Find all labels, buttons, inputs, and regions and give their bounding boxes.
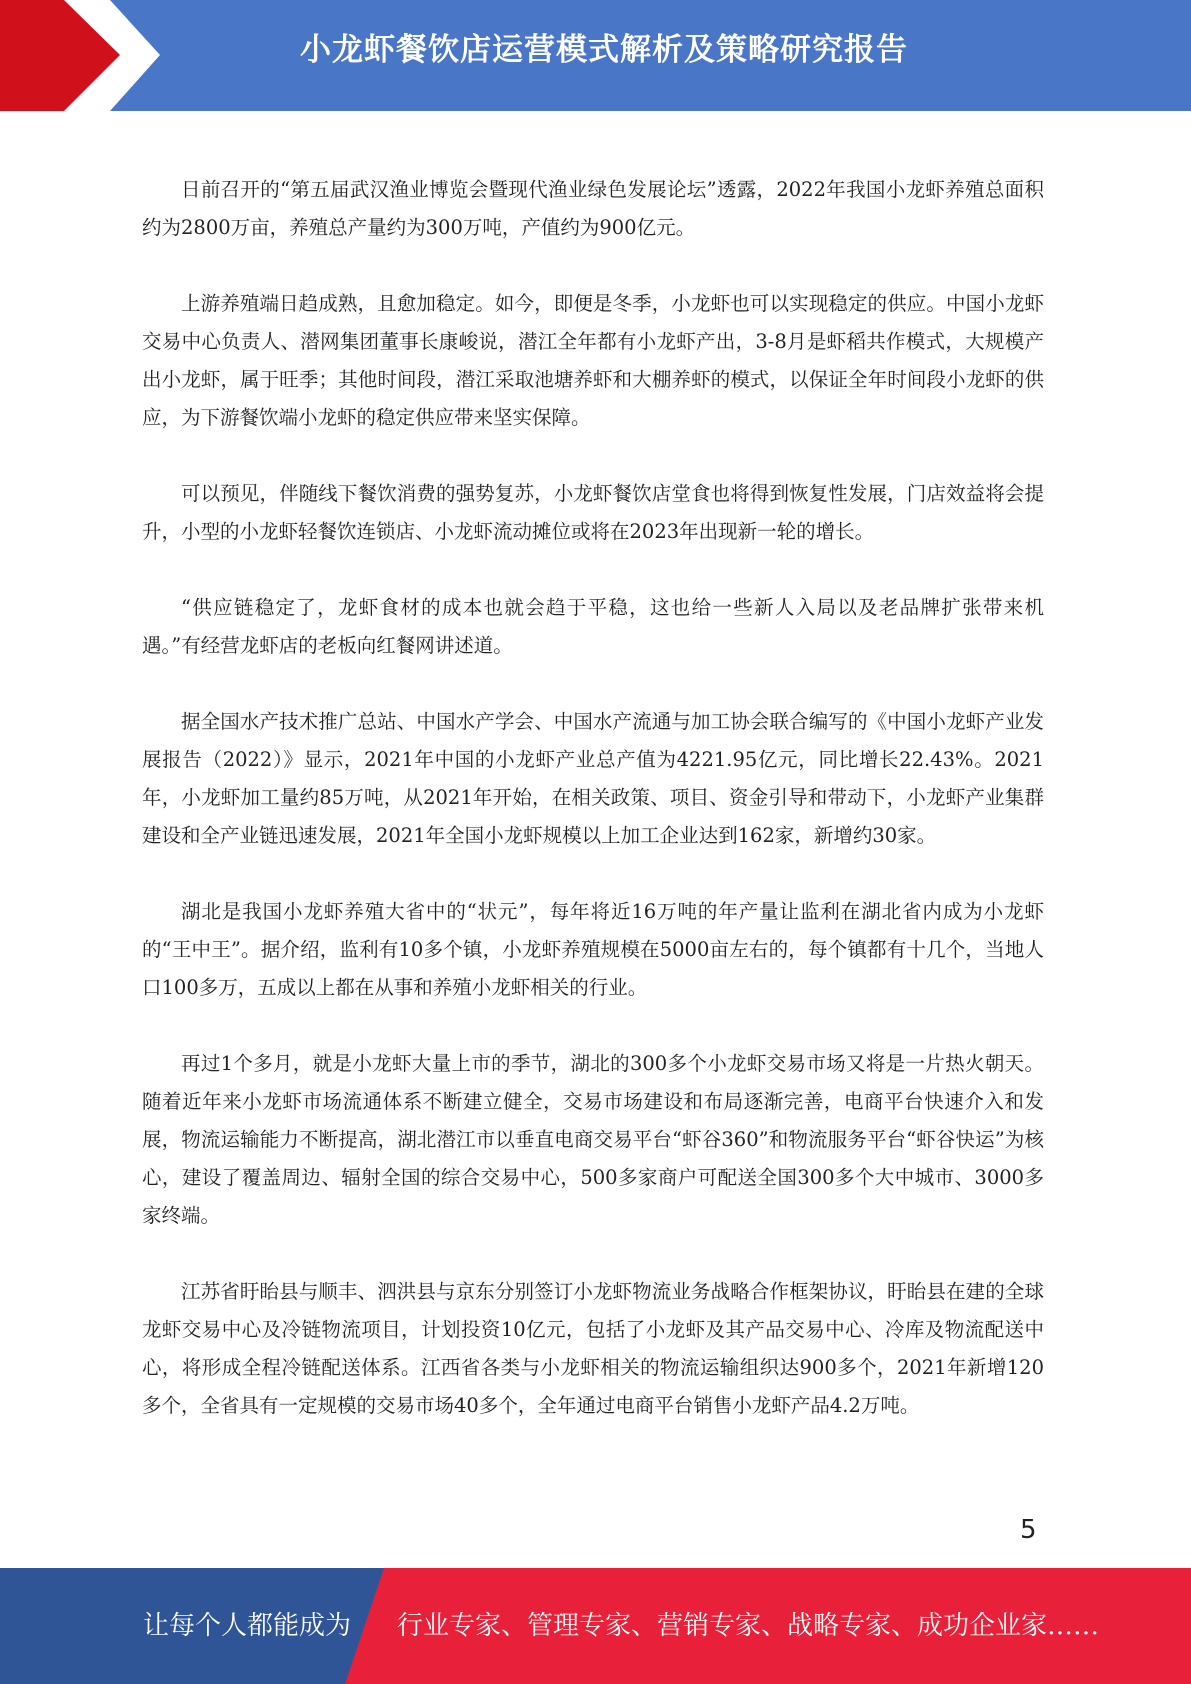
chevron-arrow-icon xyxy=(0,0,160,111)
paragraph: 江苏省盱眙县与顺丰、泗洪县与京东分别签订小龙虾物流业务战略合作框架协议，盱眙县在建的全球龙虾交易中心及冷链物流项目，计划投资10亿元，包括了小龙虾及其产品交易中心、冷库及物流配送中心，将形成全程冷链配送体系。江西省各类与小龙虾相关的物流运输组织达900多个，2021年新增120多个，全省具有一定规模的交易市场40多个，全年通过电商平台销售小龙虾产品4.2万吨。 xyxy=(142,1280,1044,1417)
paragraph: 再过1个多月，就是小龙虾大量上市的季节，湖北的300多个小龙虾交易市场又将是一片热火朝天。随着近年来小龙虾市场流通体系不断建立健全，交易市场建设和布局逐渐完善，电商平台快速介入和发展，物流运输能力不断提高，湖北潜江市以垂直电商交易平台“虾谷360”和物流服务平台“虾谷快运”为核心，建设了覆盖周边、辐射全国的综合交易中心，500多家商户可配送全国300多个大中城市、3000多家终端。 xyxy=(142,1052,1044,1227)
footer-slogan-right: 行业专家、管理专家、营销专家、战略专家、成功企业家…… xyxy=(397,1611,1100,1641)
footer-slogan-left: 让每个人都能成为 xyxy=(143,1611,352,1641)
paragraph: “供应链稳定了，龙虾食材的成本也就会趋于平稳，这也给一些新人入局以及老品牌扩张带来机遇。”有经营龙虾店的老板向红餐网讲述道。 xyxy=(142,596,1044,657)
paragraph: 可以预见，伴随线下餐饮消费的强势复苏，小龙虾餐饮店堂食也将得到恢复性发展，门店效益将会提升，小型的小龙虾轻餐饮连锁店、小龙虾流动摊位或将在2023年出现新一轮的增长。 xyxy=(142,482,1044,543)
paragraph: 日前召开的“第五届武汉渔业博览会暨现代渔业绿色发展论坛”透露，2022年我国小龙虾养殖总面积约为2800万亩，养殖总产量约为300万吨，产值约为900亿元。 xyxy=(142,178,1044,239)
paragraph: 湖北是我国小龙虾养殖大省中的“状元”，每年将近16万吨的年产量让监利在湖北省内成为小龙虾的“王中王”。据介绍，监利有10多个镇，小龙虾养殖规模在5000亩左右的，每个镇都有十几个，当地人口100多万，五成以上都在从事和养殖小龙虾相关的行业。 xyxy=(142,900,1044,999)
paragraph: 据全国水产技术推广总站、中国水产学会、中国水产流通与加工协会联合编写的《中国小龙虾产业发展报告（2022）》显示，2021年中国的小龙虾产业总产值为4221.95亿元，同比增长22.43%。2021年，小龙虾加工量约85万吨，从2021年开始，在相关政策、项目、资金引导和带动下，小龙虾产业集群建设和全产业链迅速发展，2021年全国小龙虾规模以上加工企业达到162家，新增约30家。 xyxy=(142,710,1044,847)
paragraph: 上游养殖端日趋成熟，且愈加稳定。如今，即便是冬季，小龙虾也可以实现稳定的供应。中国小龙虾交易中心负责人、潜网集团董事长康峻说，潜江全年都有小龙虾产出，3-8月是虾稻共作模式，大规模产出小龙虾，属于旺季；其他时间段，潜江采取池塘养虾和大棚养虾的模式，以保证全年时间段小龙虾的供应，为下游餐饮端小龙虾的稳定供应带来坚实保障。 xyxy=(142,292,1044,429)
footer-band xyxy=(0,1568,1191,1684)
article-body xyxy=(142,171,1044,1463)
header-band xyxy=(0,0,1191,111)
page-number: 5 xyxy=(1020,1515,1037,1545)
document-title: 小龙虾餐饮店运营模式解析及策略研究报告 xyxy=(300,32,908,68)
